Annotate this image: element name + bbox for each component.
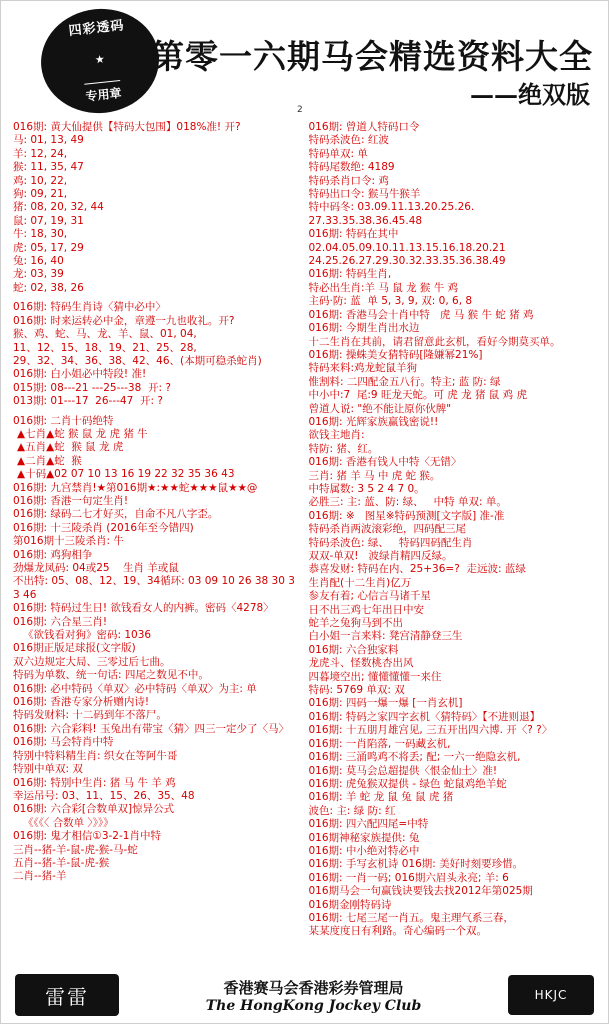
text-line: 龙虎斗、怪数桃杏出风 — [308, 657, 414, 670]
text-line: 016期: ※ 图星※特码预测[文字版] 准-准 — [308, 509, 505, 522]
text-line: 特码发财料: 十二码到年不落尸。 — [13, 709, 167, 722]
footer-left-logo: 雷雷 — [15, 974, 119, 1016]
text-line: 特码为单数、统一句话: 四尾之数见不中。 — [13, 669, 209, 682]
text-line: 虎: 05, 17, 29 — [13, 241, 84, 254]
text-line: 鼠: 07, 19, 31 — [13, 214, 84, 227]
text-line: 016期: 特码在其中 — [308, 228, 399, 241]
text-line: 016期: 绿码二七才好买，自命不凡八字歪。 — [13, 508, 219, 521]
text-line: 猴: 11, 35, 47 — [13, 161, 84, 174]
text-line: 特码单双: 单 — [308, 147, 368, 160]
text-line: 016期: 光辉家族赢钱密说!! — [308, 415, 439, 428]
text-line: 特码杀波色: 绿、 特码四码配生肖 — [308, 536, 473, 549]
text-line: 四暮境空出; 懂懂懂懂一来住 — [308, 670, 442, 683]
text-line: 蛇羊之兔狗马到不出 — [308, 617, 403, 630]
text-line: 欲钱主地肖: — [308, 429, 365, 442]
text-line: 016期: 十五朋月雄宫见, 三五开出四六博. 开〈? ?〉 — [308, 724, 553, 737]
text-line: 三肖: 猪 羊 马 中 虎 蛇 猴。 — [308, 469, 441, 482]
text-line: 中特属数: 3 5 2 4 7 0。 — [308, 482, 425, 495]
text-line: 某某度度日有利路。奇心编码一个双。 — [308, 925, 487, 938]
text-line: 016期: 必中特码〈单双〉必中特码〈单双〉为主: 单 — [13, 682, 257, 695]
text-line: 016期: 手写玄机诗 016期: 美好时刻要珍惜。 — [308, 858, 524, 871]
footer-org — [119, 977, 508, 1014]
text-line: 龙: 03, 39 — [13, 268, 64, 281]
text-line: 马: 01, 13, 49 — [13, 134, 84, 147]
text-line: 016期: 三涌鸣鸡不将丢; 配; 一六一绝隐玄机, — [308, 751, 521, 764]
text-line: 兔: 16, 40 — [13, 255, 64, 268]
text-line: ▲二肖▲蛇 猴 — [17, 454, 82, 467]
text-line: 013期: 01---17 26---47 开: ? — [13, 395, 163, 408]
text-line: ▲七肖▲蛇 猴 鼠 龙 虎 猪 牛 — [17, 427, 148, 440]
text-line: 016期: 六合星三肖! — [13, 615, 108, 628]
text-line: 016期: 香港一句定生肖! — [13, 494, 129, 507]
left-column — [9, 121, 305, 971]
text-line: 016期: 羊 蛇 龙 鼠 兔 鼠 虎 猪 — [308, 791, 454, 804]
text-line: 波色: 主: 绿 防: 红 — [308, 804, 396, 817]
text-line: 016期: 六合彩料! 玉兔出有带宝〈猜〉四三一定少了〈马〉 — [13, 722, 289, 735]
text-line: 鸡: 10, 22, — [13, 174, 68, 187]
text-line: 双双-单双! 波绿肖精四反绿。 — [308, 550, 453, 562]
page-number: 2 — [297, 105, 303, 115]
text-line: 016期: 鬼才相信①3-2-1肖中特 — [13, 830, 161, 843]
text-line: 016期: 特码生肖诗〈猜中必中〉 — [13, 301, 166, 314]
text-line: 《《《〈 合数单 〉》》》 — [23, 816, 114, 829]
text-line: ▲五肖▲蛇 猴 鼠 龙 虎 — [17, 441, 124, 454]
text-line: 016期: 曾道人特码口令 — [308, 121, 420, 133]
text-line: 二肖--猪-羊 — [13, 870, 67, 883]
seal-stamp — [36, 3, 164, 119]
text-line: 特必出生肖:羊 马 鼠 龙 猴 牛 鸡 — [308, 281, 459, 294]
page-title: 第零一六期马会精选资料大全 — [151, 37, 593, 76]
footer-right-logo: HKJC — [508, 975, 594, 1015]
text-line: 015期: 08---21 ---25---38 开: ? — [13, 381, 171, 394]
text-line: 狗: 09, 21, — [13, 188, 68, 201]
text-line: 曾道人说: "绝不能让原你伙牌" — [308, 402, 452, 415]
page-subtitle: ——绝双版 — [470, 80, 590, 109]
text-line: 016期: 时来运转必中金，章遵一九也收礼。开? — [13, 314, 235, 327]
content-columns — [1, 121, 608, 971]
text-line: 016期: 一肖陷落, 一码藏玄机, — [308, 737, 451, 750]
text-line: 猪: 08, 20, 32, 44 — [13, 201, 104, 214]
text-line: 016期: 白小姐必中特段! 准! — [13, 368, 147, 381]
text-line: 016期: 一肖一码; 016期六眉头永亮; 羊: 6 — [308, 871, 509, 884]
text-line: 016期: 六合彩[合数单双]惊异公式 — [13, 803, 175, 816]
text-line: 016期: 特码过生日! 欲钱看女人的内裤。密码〈4278〉 — [13, 602, 274, 615]
text-line: 特码: 5769 单双: 双 — [308, 684, 405, 697]
text-line: 猴、鸡、蛇、马、龙、羊、鼠、01, 04, — [13, 328, 197, 341]
text-line: 016期: 中小绝对特必中 — [308, 844, 420, 857]
text-line: 24.25.26.27.29.30.32.33.35.36.38.49 — [308, 255, 506, 268]
text-line: 27.33.35.38.36.45.48 — [308, 214, 423, 227]
text-line: 十二生肖在其前，请君留意此玄机，看好今期莫买单。 — [308, 335, 561, 348]
text-line: 必胜三: 主: 蓝、防: 绿、 中特 单双: 单。 — [308, 496, 507, 509]
right-column — [305, 121, 601, 971]
text-line: 016期: 今期生肖出水边 — [308, 322, 420, 335]
text-line: 016期: 十三陵杀肖 (2016年至今错四) — [13, 521, 194, 534]
text-line: 牛: 18, 30, — [13, 228, 68, 241]
text-line: 羊: 12, 24, — [13, 147, 68, 160]
text-line: 016期: 七尾三尾一肖五。鬼主理气系三春， — [308, 911, 514, 924]
text-line: 特中码冬: 03.09.11.13.20.25.26. — [308, 201, 475, 214]
text-line: 特防: 猪、红。 — [308, 442, 379, 455]
text-line: ▲十码▲02 07 10 13 16 19 22 32 35 36 43 — [17, 468, 235, 481]
text-line: 016期: 香港有钱人中特〈无错〉 — [308, 456, 462, 469]
text-line: 016期: 六合独家料 — [308, 643, 399, 656]
text-line: 016期: 香港专家分析赠内诗! — [13, 696, 150, 709]
text-line: 特码杀肖口令: 鸡 — [308, 174, 389, 187]
text-line: 中小中:7 尾:9 旺龙天蛇。可 虎 龙 猪 鼠 鸡 虎 — [308, 389, 527, 402]
text-line: 016期: 四码一爆一爆 [一肖玄机] — [308, 697, 463, 710]
text-line: 特别中单双: 双 — [13, 763, 83, 776]
text-line: 016期: 虎兔猴双提供 - 绿色 蛇鼠鸡绝羊蛇 — [308, 777, 507, 790]
text-line: 日不出三鸡七年出日中安 — [308, 603, 424, 616]
text-line: 白小姐一言来料: 凳宫清静登三生 — [308, 630, 463, 643]
text-line: 特码杀波色: 红波 — [308, 134, 389, 147]
text-line: 惟割料: 二四配金五八行。特主; 蓝 防: 绿 — [308, 375, 501, 388]
seal-top-text: 四彩透码 — [67, 18, 126, 40]
text-line: 《欲钱看对狗》密码: 1036 — [23, 629, 152, 642]
text-line: 016期: 马会特肖中特 — [13, 736, 114, 749]
text-line: 11、12、15、18、19、21、25、28, — [13, 341, 197, 354]
footer-org-en: The HongKong Jockey Club — [205, 997, 422, 1014]
text-line: 双六边规定大局、三零过后七曲。 — [13, 655, 171, 668]
text-line: 016期马会一句赢钱诀要钱去找2012年第025期 — [308, 885, 533, 898]
text-line: 特码来料:鸡龙蛇鼠羊狗 — [308, 362, 418, 375]
text-line: 特别中特料精生肖: 织女在等阿牛哥 — [13, 749, 178, 762]
text-line: 幸运吊号: 03、11、15、26、35、48 — [13, 789, 195, 802]
text-line: 016期: 二肖十码绝特 — [13, 414, 114, 427]
text-line: 29、32、34、36、38、42、46、(本期可稳杀蛇肖) — [13, 354, 262, 367]
footer-org-cn: 香港赛马会香港彩券管理局 — [223, 978, 404, 997]
text-line: 016期: 莫马会总超提供〈恨金仙土〉准! — [308, 764, 498, 777]
text-line: 五肖--猪-羊-鼠-虎-猴 — [13, 856, 110, 869]
text-line: 参友有着; 心信言马诸千星 — [308, 590, 431, 603]
text-line: 016期神秘家族提供: 兔 — [308, 831, 420, 844]
text-line: 特码出口令: 猴马牛猴羊 — [308, 188, 421, 201]
text-line: 主码·防: 蓝 单 5, 3, 9, 双: 0, 6, 8 — [308, 295, 473, 308]
text-line: 016期: 鸡狗相争 — [13, 548, 93, 561]
page-footer — [1, 967, 608, 1023]
page-header — [1, 1, 608, 121]
text-line: 016期: 特码之家四字玄机〈猜特码〉【不进则退】 — [308, 710, 541, 723]
text-line: 三肖--猪-羊-鼠-虎-猴-马-蛇 — [13, 843, 138, 856]
text-line: 不出特: 05、08、12、19、34循环: 03 09 10 26 38 30 33 46 — [13, 575, 295, 601]
text-line: 016期: 操蛛美女猜特码[隆嫌幂21%] — [308, 348, 483, 361]
text-line: 第016期十三陵杀肖: 牛 — [13, 535, 124, 548]
text-line: 016期: 四六配四尾=中特 — [308, 818, 429, 831]
text-line: 特码尾数绝: 4189 — [308, 161, 395, 174]
text-line: 特码杀肖两波滚彩绝，四码配三尾 — [308, 523, 466, 536]
text-line: 恭喜发财: 特码在内、25+36=? 走远波: 蓝绿 — [308, 563, 526, 576]
text-line: 016期: 九宫禁肖!★第016期★:★★蛇★★★鼠★★@ — [13, 481, 258, 494]
text-line: 016期: 特码生肖, — [308, 268, 392, 281]
star-icon: ★ — [94, 52, 106, 66]
text-line: 016期金刚特码诗 — [308, 898, 392, 911]
text-line: 016期: 黄大仙提供【特码大包围】018%准! 开? — [13, 121, 241, 133]
text-line: 016期: 特别中生肖: 猪 马 牛 羊 鸡 — [13, 776, 176, 789]
text-line: 生肖配(十二生肖)亿万 — [308, 576, 412, 589]
text-line: 蛇: 02, 38, 26 — [13, 281, 84, 294]
text-line: 016期: 香港马会十肖中特 虎 马 猴 牛 蛇 猪 鸡 — [308, 308, 534, 321]
text-line: 02.04.05.09.10.11.13.15.16.18.20.21 — [308, 241, 506, 254]
text-line: 劲爆龙凤码: 04或25 生肖 羊或鼠 — [13, 562, 179, 574]
seal-bottom-text: 专用章 — [84, 80, 122, 105]
text-line: 016期正版足球报(文字版) — [13, 642, 136, 655]
